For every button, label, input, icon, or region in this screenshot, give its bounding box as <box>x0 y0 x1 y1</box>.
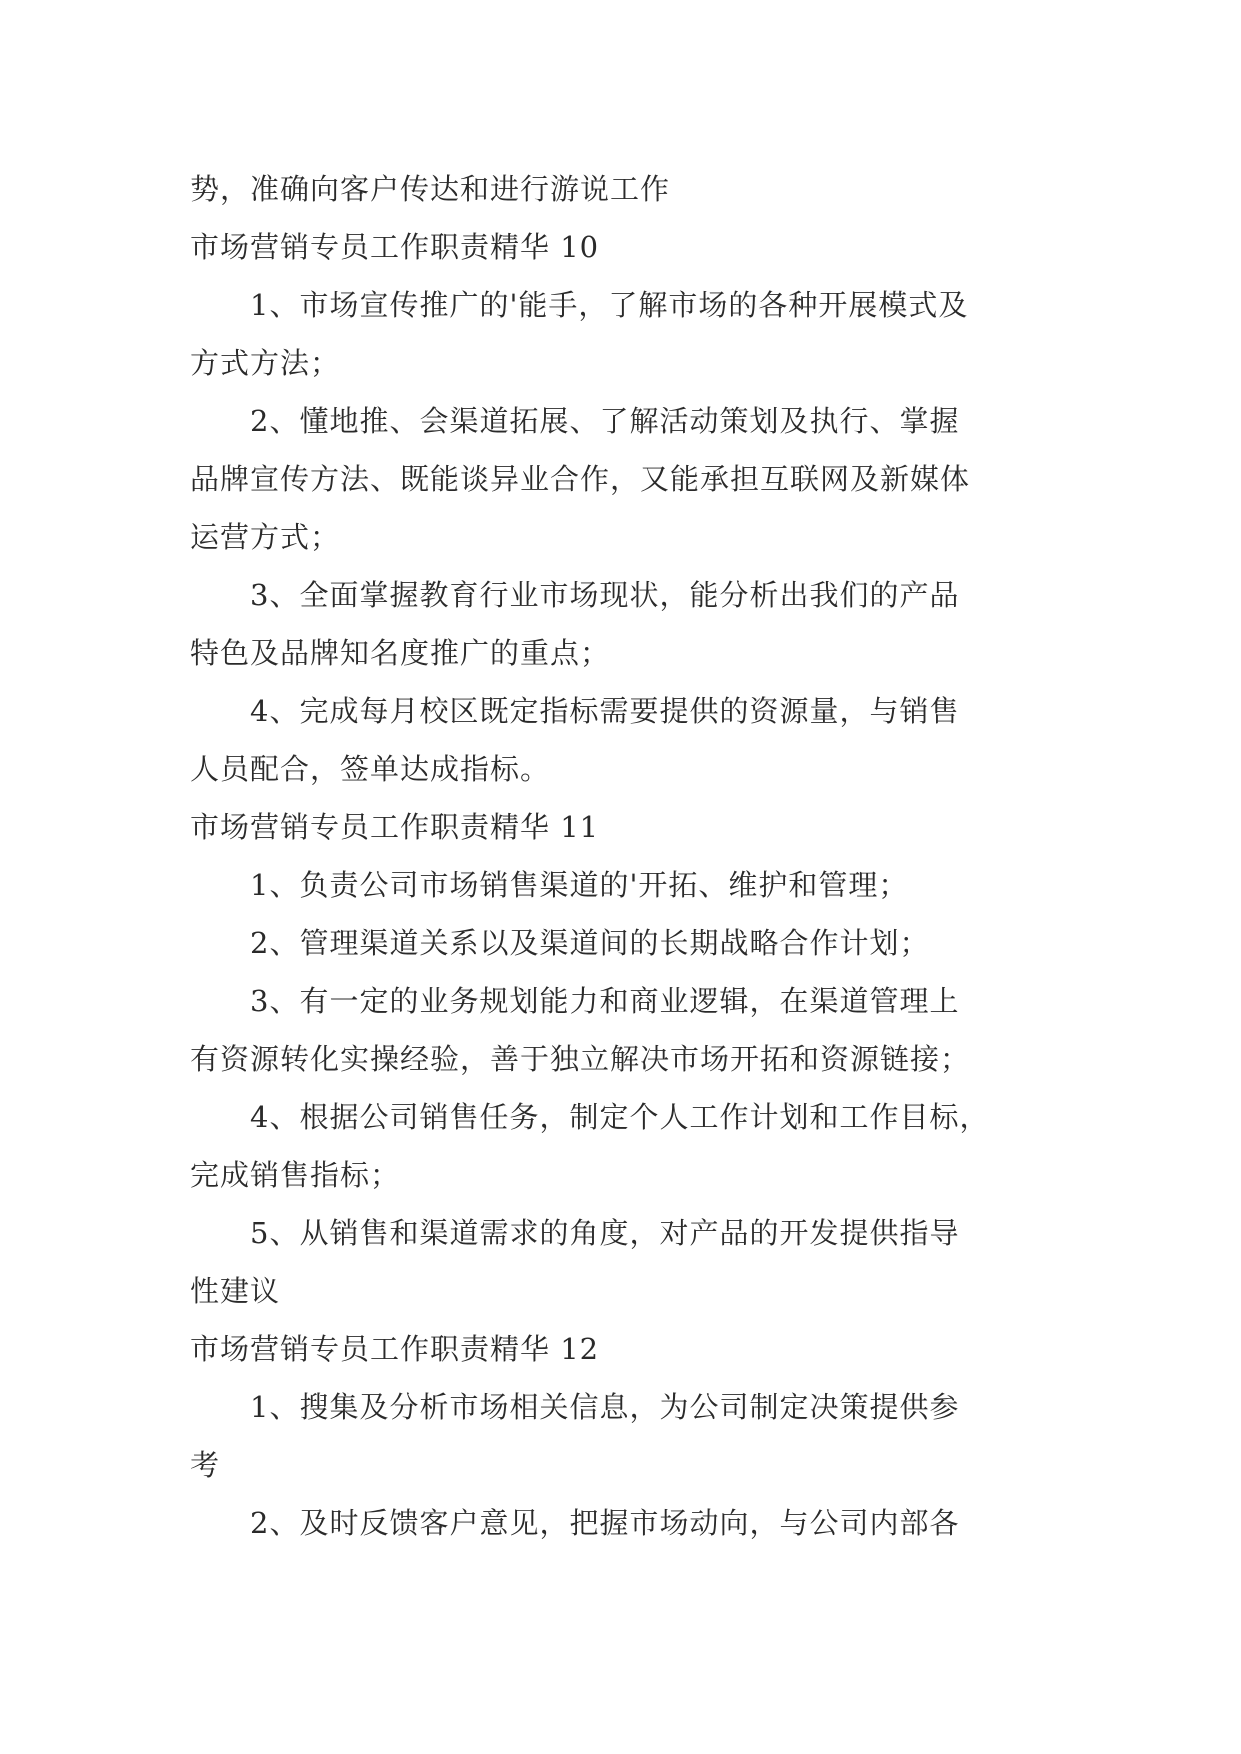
section-heading: 市场营销专员工作职责精华 11 <box>190 810 600 844</box>
text-line: 2、及时反馈客户意见，把握市场动向，与公司内部各 <box>250 1506 960 1540</box>
text-line: 品牌宣传方法、既能谈异业合作，又能承担互联网及新媒体 <box>190 462 971 496</box>
text-line: 有资源转化实操经验，善于独立解决市场开拓和资源链接； <box>190 1042 971 1076</box>
text-line: 2、懂地推、会渠道拓展、了解活动策划及执行、掌握 <box>250 404 960 438</box>
text-line: 性建议 <box>190 1274 281 1308</box>
text-line: 人员配合，签单达成指标。 <box>190 752 551 786</box>
text-line: 势，准确向客户传达和进行游说工作 <box>190 172 671 206</box>
document-body <box>190 160 1060 1552</box>
text-line: 考 <box>190 1448 221 1482</box>
section-heading: 市场营销专员工作职责精华 12 <box>190 1332 600 1366</box>
text-line: 5、从销售和渠道需求的角度，对产品的开发提供指导 <box>250 1216 960 1250</box>
text-line: 1、市场宣传推广的'能手，了解市场的各种开展模式及 <box>250 288 969 322</box>
text-line: 4、根据公司销售任务，制定个人工作计划和工作目标， <box>250 1100 990 1134</box>
section-heading: 市场营销专员工作职责精华 10 <box>190 230 600 264</box>
text-line: 运营方式； <box>190 520 341 554</box>
text-line: 4、完成每月校区既定指标需要提供的资源量，与销售 <box>250 694 960 728</box>
text-line: 2、管理渠道关系以及渠道间的长期战略合作计划； <box>250 926 930 960</box>
text-line: 3、有一定的业务规划能力和商业逻辑，在渠道管理上 <box>250 984 960 1018</box>
text-line: 方式方法； <box>190 346 341 380</box>
text-line: 1、搜集及分析市场相关信息，为公司制定决策提供参 <box>250 1390 960 1424</box>
text-line: 1、负责公司市场销售渠道的'开拓、维护和管理； <box>250 868 909 902</box>
text-line: 特色及品牌知名度推广的重点； <box>190 636 611 670</box>
text-line: 完成销售指标； <box>190 1158 401 1192</box>
text-line: 3、全面掌握教育行业市场现状，能分析出我们的产品 <box>250 578 960 612</box>
